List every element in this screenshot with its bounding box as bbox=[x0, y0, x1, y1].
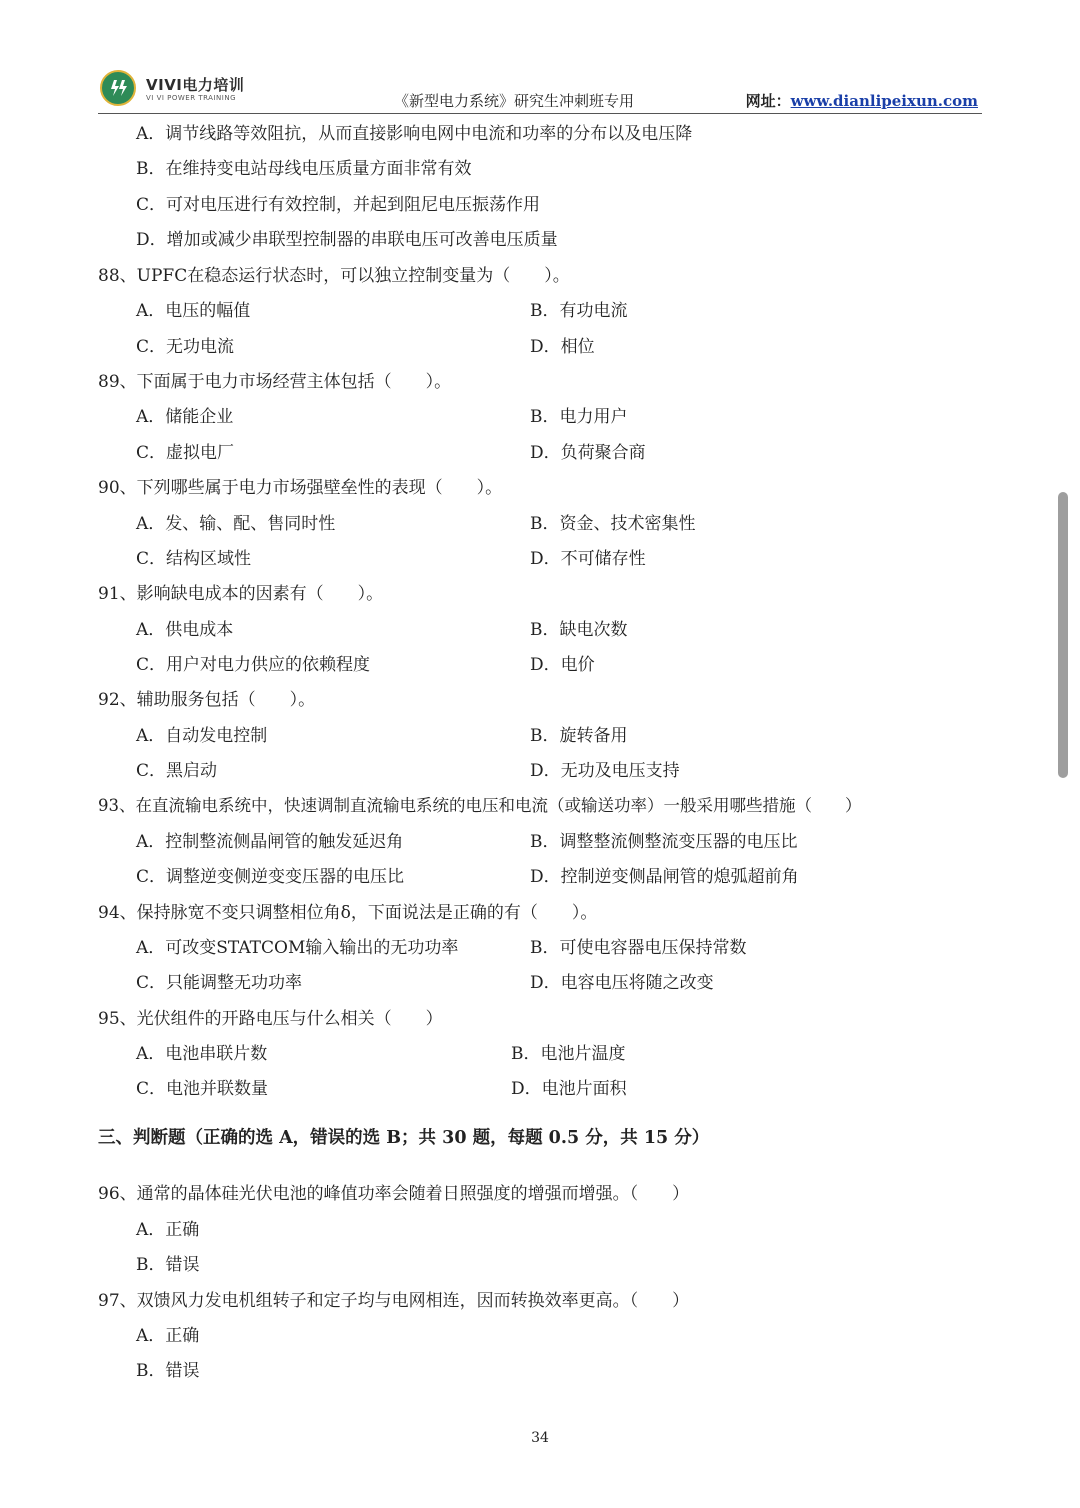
question-92: 92、辅助服务包括（ ）。 bbox=[98, 690, 316, 710]
header-divider bbox=[98, 113, 982, 114]
question-93-option-a: A．控制整流侧晶闸管的触发延迟角 bbox=[136, 832, 404, 852]
question-89-option-a: A．储能企业 bbox=[136, 407, 234, 427]
question-90-option-d: D．不可储存性 bbox=[530, 549, 646, 569]
question-95-option-a: A．电池串联片数 bbox=[136, 1044, 268, 1064]
website-label: 网址： bbox=[745, 92, 791, 110]
option-b: B．在维持变电站母线电压质量方面非常有效 bbox=[136, 159, 472, 179]
question-90: 90、下列哪些属于电力市场强壁垒性的表现（ ）。 bbox=[98, 478, 503, 498]
question-95-option-b: B．电池片温度 bbox=[511, 1044, 626, 1064]
website bbox=[746, 90, 978, 111]
question-91-option-c: C．用户对电力供应的依赖程度 bbox=[136, 655, 371, 675]
question-88: 88、UPFC在稳态运行状态时，可以独立控制变量为（ ）。 bbox=[98, 266, 570, 286]
section-heading: 三、判断题（正确的选 A，错误的选 B；共 30 题，每题 0.5 分，共 15 分） bbox=[98, 1128, 710, 1148]
question-96: 96、通常的晶体硅光伏电池的峰值功率会随着日照强度的增强而增强。（ ） bbox=[98, 1184, 690, 1204]
question-91: 91、影响缺电成本的因素有（ ）。 bbox=[98, 584, 384, 604]
question-94-option-a: A．可改变STATCOM输入输出的无功功率 bbox=[136, 938, 459, 958]
question-90-option-c: C．结构区域性 bbox=[136, 549, 252, 569]
question-90-option-a: A．发、输、配、售同时性 bbox=[136, 514, 336, 534]
question-97-option-a: A．正确 bbox=[136, 1326, 200, 1346]
scrollbar-thumb[interactable] bbox=[1058, 492, 1068, 778]
question-95: 95、光伏组件的开路电压与什么相关（ ） bbox=[98, 1009, 443, 1029]
website-link[interactable]: www.dianlipeixun.com bbox=[790, 92, 978, 110]
question-89-option-b: B．电力用户 bbox=[530, 407, 628, 427]
question-91-option-a: A．供电成本 bbox=[136, 620, 234, 640]
question-92-option-b: B．旋转备用 bbox=[530, 726, 628, 746]
option-c: C．可对电压进行有效控制，并起到阻尼电压振荡作用 bbox=[136, 195, 541, 215]
question-89-option-d: D．负荷聚合商 bbox=[530, 443, 646, 463]
question-88-option-b: B．有功电流 bbox=[530, 301, 628, 321]
vivi-logo-icon bbox=[100, 70, 136, 106]
document-title: 《新型电力系统》研究生冲刺班专用 bbox=[394, 92, 635, 110]
question-93-option-b: B．调整整流侧整流变压器的电压比 bbox=[530, 832, 798, 852]
question-97: 97、双馈风力发电机组转子和定子均与电网相连，因而转换效率更高。（ ） bbox=[98, 1291, 690, 1311]
question-92-option-a: A．自动发电控制 bbox=[136, 726, 268, 746]
question-92-option-c: C．黑启动 bbox=[136, 761, 218, 781]
question-89-option-c: C．虚拟电厂 bbox=[136, 443, 235, 463]
question-88-option-d: D．相位 bbox=[530, 337, 595, 357]
question-96-option-b: B．错误 bbox=[136, 1255, 200, 1275]
question-93: 93、在直流输电系统中，快速调制直流输电系统的电压和电流（或输送功率）一般采用哪些措施（ ） bbox=[98, 796, 862, 815]
option-a: A．调节线路等效阻抗，从而直接影响电网中电流和功率的分布以及电压降 bbox=[136, 124, 693, 144]
question-94-option-c: C．只能调整无功功率 bbox=[136, 973, 303, 993]
question-91-option-b: B．缺电次数 bbox=[530, 620, 628, 640]
question-88-option-c: C．无功电流 bbox=[136, 337, 235, 357]
question-94-option-b: B．可使电容器电压保持常数 bbox=[530, 938, 747, 958]
question-95-option-d: D．电池片面积 bbox=[511, 1079, 627, 1099]
question-95-option-c: C．电池并联数量 bbox=[136, 1079, 269, 1099]
question-89: 89、下面属于电力市场经营主体包括（ ）。 bbox=[98, 372, 452, 392]
question-97-option-b: B．错误 bbox=[136, 1361, 200, 1381]
question-94-option-d: D．电容电压将随之改变 bbox=[530, 973, 714, 993]
page-number: 34 bbox=[531, 1430, 549, 1446]
question-92-option-d: D．无功及电压支持 bbox=[530, 761, 680, 781]
question-88-option-a: A．电压的幅值 bbox=[136, 301, 251, 321]
page-header bbox=[98, 68, 982, 114]
option-d: D．增加或减少串联型控制器的串联电压可改善电压质量 bbox=[136, 230, 558, 250]
question-91-option-d: D．电价 bbox=[530, 655, 595, 675]
question-96-option-a: A．正确 bbox=[136, 1220, 200, 1240]
question-90-option-b: B．资金、技术密集性 bbox=[530, 514, 696, 534]
question-94: 94、保持脉宽不变只调整相位角δ，下面说法是正确的有（ ）。 bbox=[98, 903, 598, 923]
logo-subtext: VI VI POWER TRAINING bbox=[146, 94, 236, 102]
logo-text: VIVI电力培训 bbox=[146, 76, 245, 94]
question-93-option-d: D．控制逆变侧晶闸管的熄弧超前角 bbox=[530, 867, 799, 887]
question-93-option-c: C．调整逆变侧逆变变压器的电压比 bbox=[136, 867, 405, 887]
